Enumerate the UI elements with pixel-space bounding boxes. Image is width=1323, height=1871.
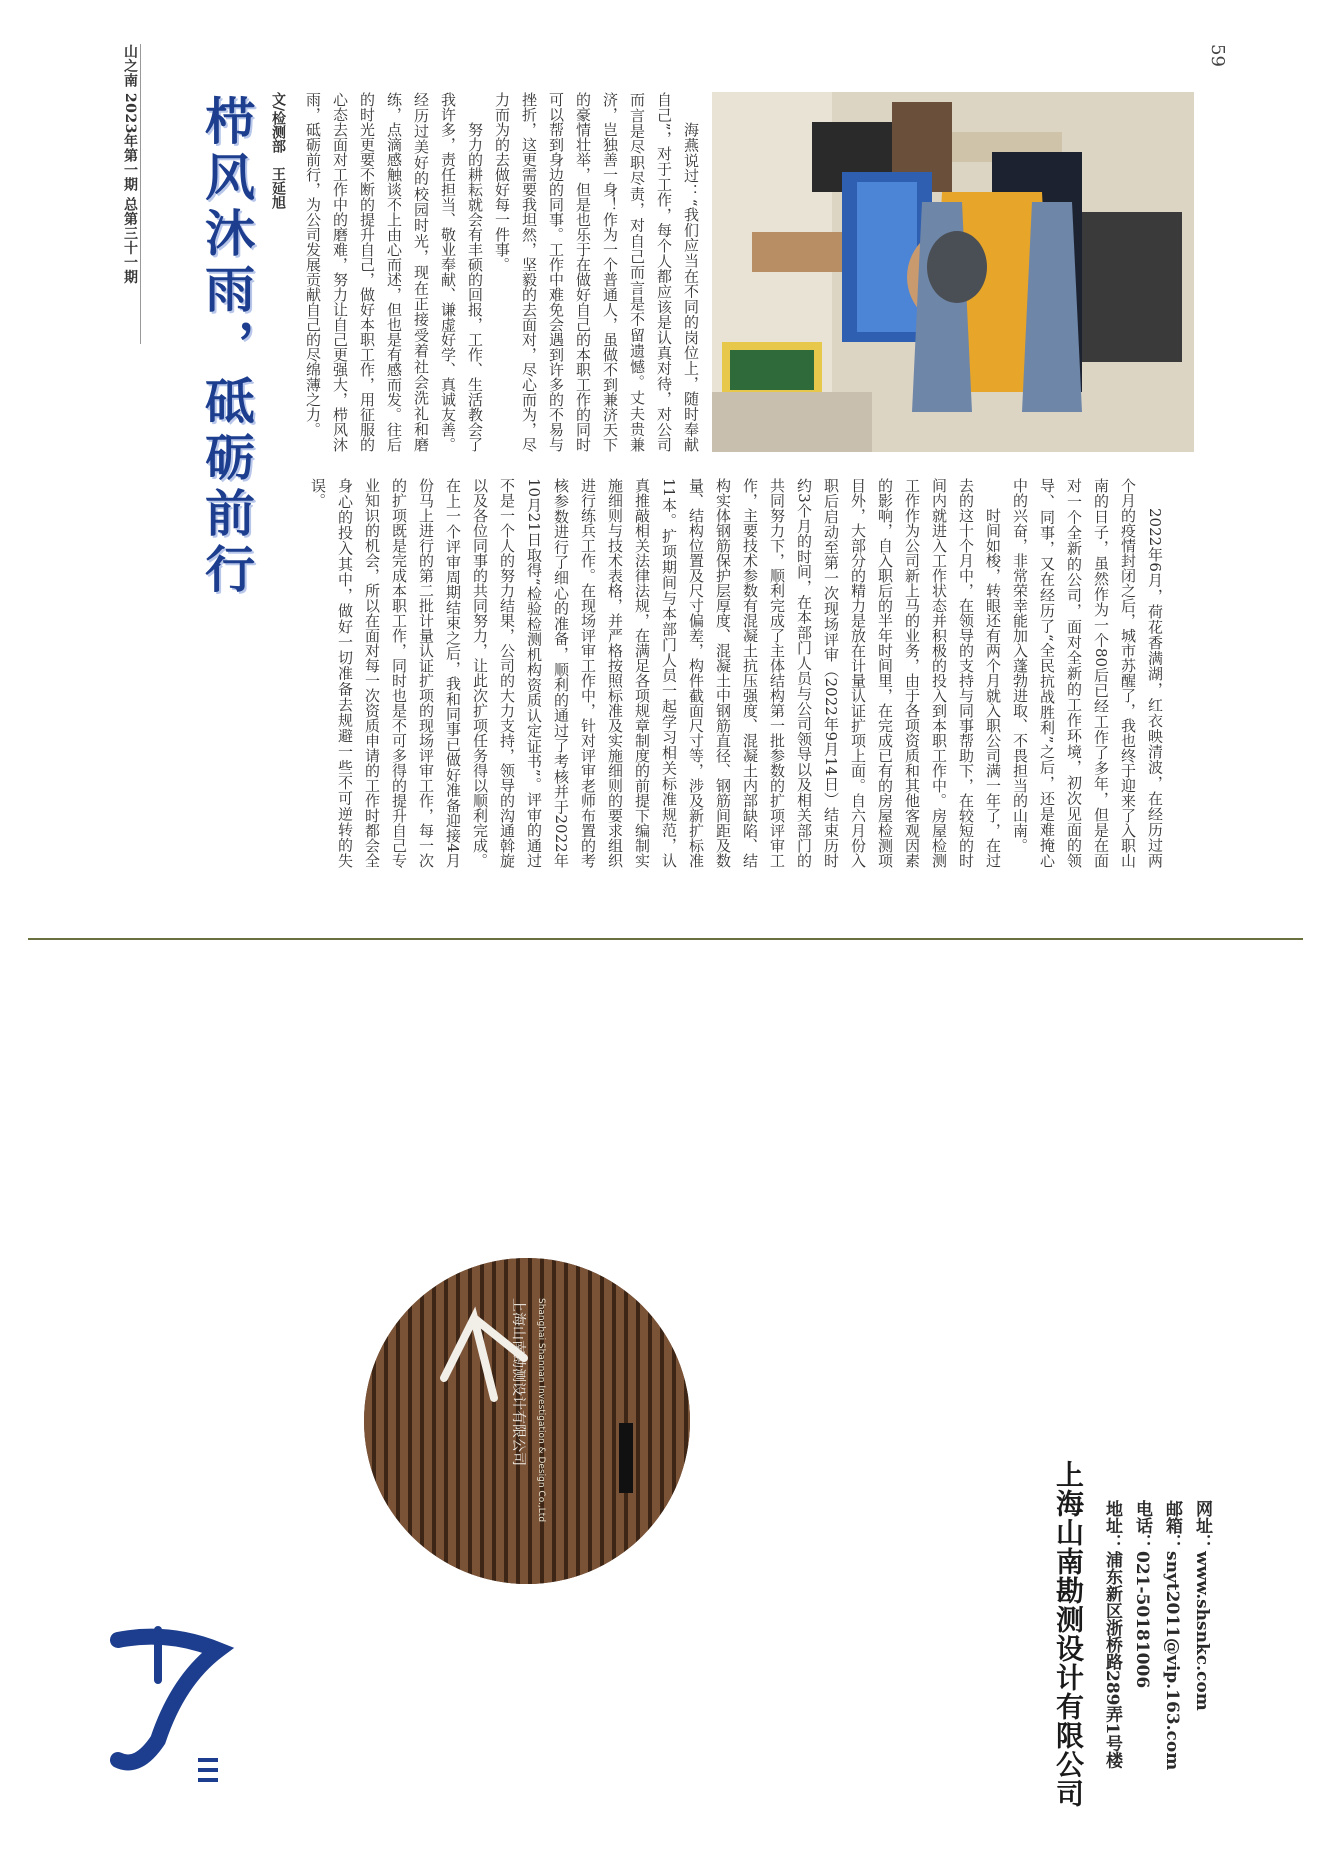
company-email: 邮箱：snyt2011@vip.163.com [1162, 1500, 1182, 1771]
company-phone: 电话：021-50181006 [1132, 1500, 1152, 1689]
paragraph: 时间如梭，转眼还有两个月就入职公司满一年了，在过去的这十个月中，在领导的支持与同事帮助下，在较短的时间内就进入工作状态并积极的投入到本职工作中。房屋检测工作作为公司新上马的业务，由于各项资质和其他客观因素的影响，自入职后的半年时间里，在完成已有的房屋检测项目外，大部分的精力是放在计量认证扩项上面。自六月份入职后启动至第一次现场评审（2022年9月14日）结束历时约3个月的时间，在本部门人员与公司领导以及相关部门的共同努力下，顺利完成了主体结构第一批参数的扩项评审工作，主要技术参数有混凝土抗压强度、混凝土内部缺陷、结构实体钢筋保护层厚度、混凝土中钢筋直径、钢筋间距及数量、结构位置及尺寸偏差，构件截面尺寸等，涉及新扩标准11本。扩项期间与本部门人员一起学习相关标准规范，认真推敲相关法律法规，在满足各项规章制度的前提下编制实施细则与技术表格，并严格按照标准及实施细则的要求组织进行练兵工作。在现场评审工作中，针对评审老师布置的考核参数进行了细心的准备，顺利的通过了考核并于2022年10月21日取得“检验检测机构资质认定证书”。评审的通过不是一个人的努力结果，公司的大力支持，领导的沟通斡旋以及各位同事的共同努力，让此次扩项任务得以顺利完成。在上一个评审周期结束之后，我和同事已做好准备迎接4月份马上进行的第二批计量认证扩项的现场评审工作，每一次的扩项既是完成本职工作，同时也是不可多得的提升自己专业知识的机会，所以在面对每一次资质申请的工作时都会全身心的投入其中，做好一切准备去规避一些不可逆转的失误。 [309, 478, 1002, 868]
office-photo-illustration [712, 92, 1194, 452]
office-photo [712, 92, 1194, 452]
company-address: 地址：浦东新区浙桥路289弄1号楼 [1102, 1500, 1122, 1769]
company-sign-photo [364, 1258, 690, 1584]
sign-cn-text: 上海山南勘测设计有限公司 [510, 1298, 526, 1466]
article-title: 栉风沐雨，砥砺前行 [197, 95, 255, 599]
header-rule [140, 44, 141, 344]
wood-slat-wall [364, 1258, 690, 1584]
company-logo-icon [98, 1610, 238, 1790]
running-header: 山之南 2023年第一期 总第三十一期 [122, 44, 138, 285]
article-column-lower [296, 478, 1168, 868]
page-number: 59 [1207, 44, 1228, 67]
company-website: 网址：www.shsnkc.com [1192, 1500, 1212, 1711]
paragraph: 努力的耕耘就会有丰硕的回报，工作、生活教会了我许多，责任担当、敬业奉献、谦虚好学、真诚友善。经历过美好的校园时光，现在正接受着社会洗礼和磨练，点滴感触谈不上由心而述，但也是有感而发。往后的时光更要不断的提升自己，做好本职工作，用征服的心态去面对工作中的磨难，努力让自己更强大，栉风沐雨，砥砺前行，为公司发展贡献自己的尽绵薄之力。 [304, 92, 484, 452]
article-byline: 文/检测部 王延旭 [270, 92, 286, 210]
company-name: 上海山南勘测设计有限公司 [1052, 1460, 1085, 1808]
paragraph: 2022年6月，荷花香满湖，红衣映清波，在经历过两个月的疫情封闭之后，城市苏醒了，我也终于迎来了入职山南的日子，虽然作为一个80后已经工作了多年，但是在面对一个全新的公司，面对全新的工作环境，初次见面的领导、同事，又在经历了“全民抗战胜利”之后，还是难掩心中的兴奋，非常荣幸能加入蓬勃进取、不畏担当的山南。 [1011, 478, 1164, 868]
page-divider [28, 938, 1303, 940]
paragraph: 海燕说过：“我们应当在不同的岗位上，随时奉献自己”，对于工作，每个人都应该是认真对待，对公司而言是尽职尽责，对自己而言是不留遗憾。丈夫贵兼济，岂独善一身！作为一个普通人，虽做不到兼济天下的豪情壮举，但是也乐于在做好自己的本职工作的同时可以帮到身边的同事。工作中难免会遇到许多的不易与挫折，这更需要我坦然，坚毅的去面对，尽心而为，尽力而为的去做好每一件事。 [493, 92, 700, 452]
sign-en-text: Shanghai Shannan Investigation & Design Co.,Ltd [536, 1298, 546, 1523]
article-column-upper [296, 92, 704, 452]
